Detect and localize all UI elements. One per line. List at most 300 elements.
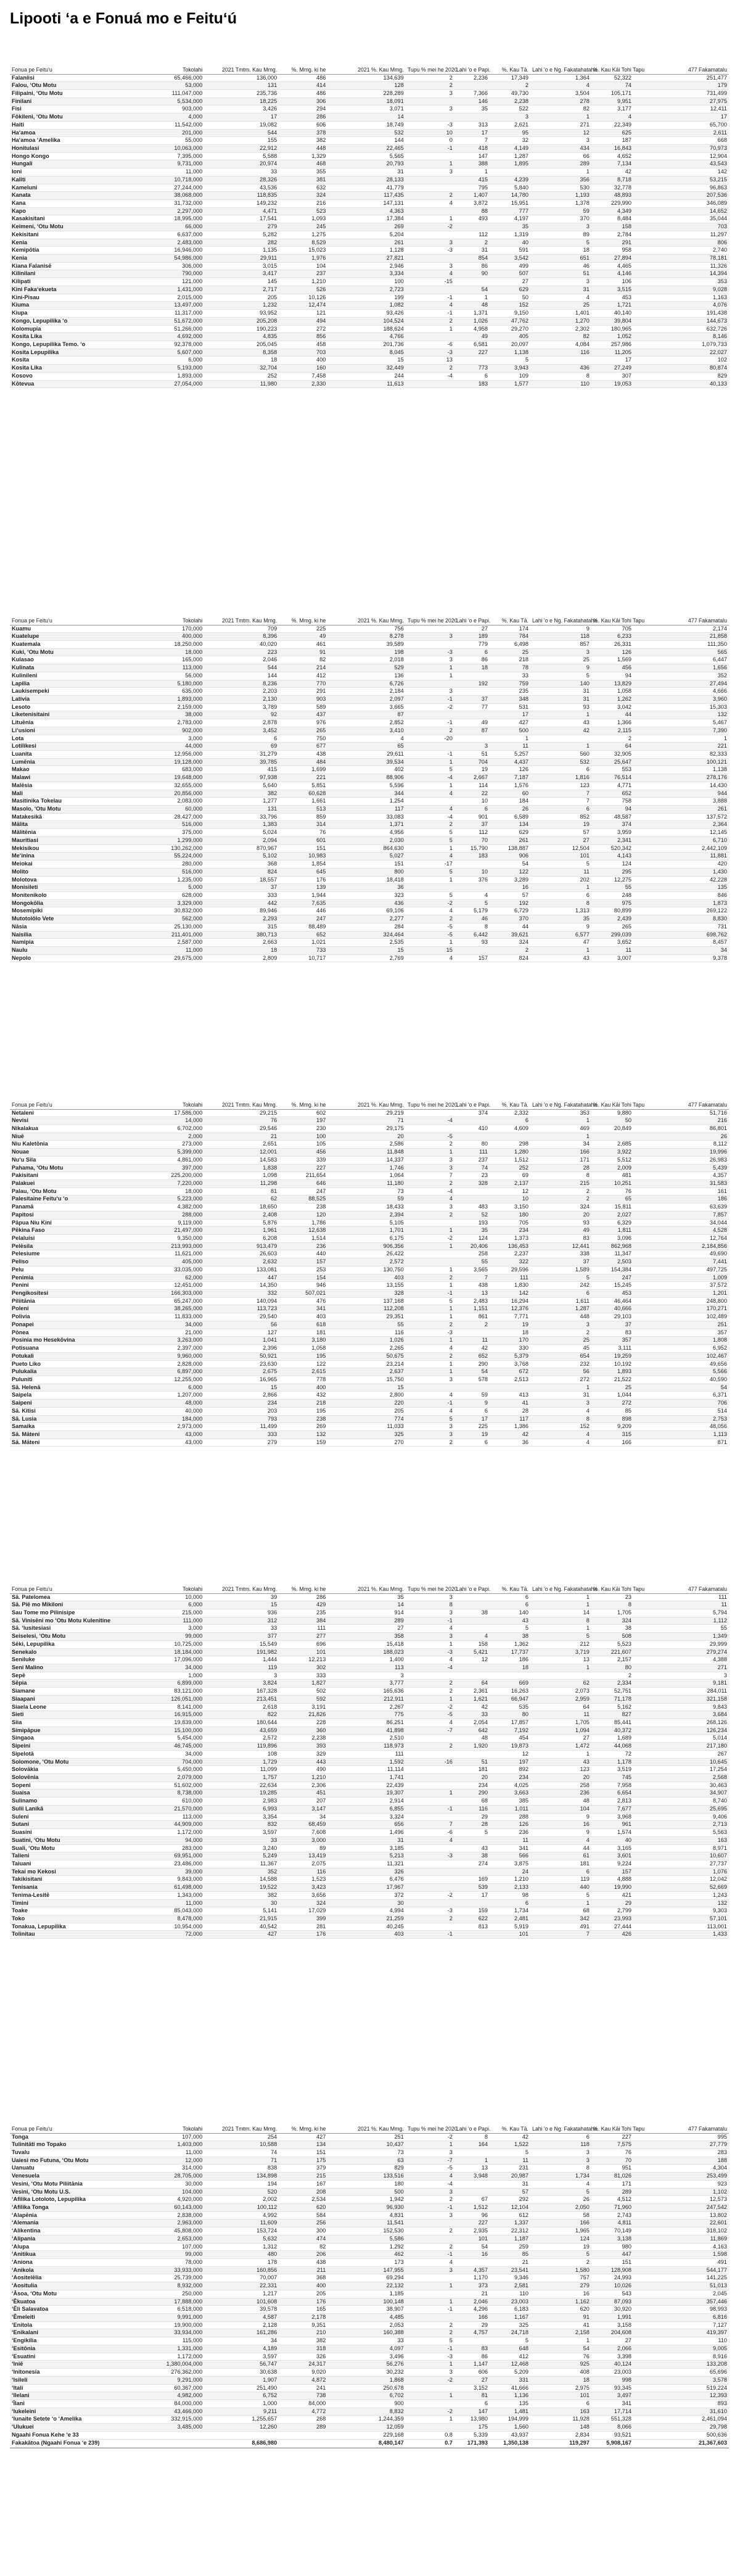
country-name-cell[interactable]: Lapilia <box>10 680 149 688</box>
country-name-cell[interactable]: Sopeni <box>10 1781 149 1790</box>
country-name-cell[interactable]: Sau Tome mo Pilinisipe <box>10 1609 149 1617</box>
country-name-cell[interactable]: Seniluke <box>10 1656 149 1664</box>
value-cell: 1 <box>530 1625 591 1633</box>
country-name-cell[interactable]: Kameluni <box>10 184 149 192</box>
value-cell: 1 <box>406 939 454 947</box>
country-name-cell[interactable]: Kuatelupe <box>10 633 149 641</box>
value-cell: 137,168 <box>327 1297 405 1305</box>
country-name-cell[interactable]: Suali, ʻOtu Motu <box>10 1844 149 1852</box>
column-header[interactable]: %. Kau Kāi Tohi Tapu <box>591 601 633 625</box>
country-name-cell[interactable]: ʻItali <box>10 2384 149 2392</box>
value-cell: 2,784 <box>591 231 633 239</box>
column-header[interactable]: Tupu % mei he 2020 <box>406 1570 454 1593</box>
country-name-cell[interactable]: Lituēnia <box>10 719 149 727</box>
country-name-cell[interactable]: ʻAlikentina <box>10 2227 149 2235</box>
country-name-cell[interactable]: Nouae <box>10 1149 149 1157</box>
value-cell: 5 <box>530 1633 591 1641</box>
country-name-cell[interactable]: Haʻamoa <box>10 129 149 137</box>
country-name-cell[interactable]: Naisilia <box>10 931 149 939</box>
value-cell: 738 <box>279 2392 327 2400</box>
country-name-cell[interactable]: Falou, ʻOtu Motu <box>10 82 149 90</box>
country-name-cell[interactable]: Palau, ʻOtu Motu <box>10 1187 149 1195</box>
country-name-cell[interactable]: Kilipati <box>10 278 149 286</box>
country-name-cell[interactable]: Luanita <box>10 751 149 759</box>
country-name-cell[interactable]: Mosemipiki <box>10 907 149 915</box>
country-name-cell[interactable]: Hungali <box>10 160 149 168</box>
country-name-cell[interactable]: Tonga <box>10 2133 149 2141</box>
value-cell: 18 <box>530 2376 591 2384</box>
country-name-cell[interactable]: Pēkina Faso <box>10 1227 149 1235</box>
country-name-cell[interactable]: Molito <box>10 868 149 876</box>
column-header[interactable]: Tupu % mei he 2020 <box>406 51 454 74</box>
country-name-cell[interactable]: Pueto Liko <box>10 1360 149 1368</box>
country-name-cell[interactable]: Mauritiasi <box>10 836 149 844</box>
country-name-cell[interactable]: Kulinileni <box>10 672 149 680</box>
column-header[interactable]: 2021 %. Kau Mmg. <box>327 51 405 74</box>
country-name-cell[interactable]: ʻAfilika Tonga <box>10 2203 149 2211</box>
column-header[interactable]: Tokolahi <box>149 1086 204 1109</box>
country-name-cell[interactable]: Tolinitau <box>10 1931 149 1939</box>
country-name-cell[interactable]: Samaika <box>10 1423 149 1431</box>
column-header[interactable]: 477 Fakamatalu <box>633 51 729 74</box>
country-name-cell[interactable]: Naulu <box>10 946 149 954</box>
country-name-cell[interactable]: Sā. Vinisēni mo ʻOtu Motu Kulenitine <box>10 1617 149 1625</box>
country-name-cell[interactable]: Kiana Falanisē <box>10 262 149 270</box>
country-name-cell[interactable]: Kōtevua <box>10 380 149 388</box>
country-name-cell[interactable]: Solomone, ʻOtu Motu <box>10 1758 149 1766</box>
country-name-cell[interactable]: Piliitānia <box>10 1297 149 1305</box>
country-name-cell[interactable]: Kasakisitani <box>10 215 149 223</box>
country-name-cell[interactable]: Pelu <box>10 1266 149 1274</box>
country-name-cell[interactable]: Kini Fakaʻekueta <box>10 286 149 294</box>
column-header[interactable]: Lahi 'o e Papi. <box>454 2110 490 2133</box>
column-header[interactable]: 2021 Tmtm. Kau Mmg. <box>204 1086 279 1109</box>
country-name-cell[interactable]: Pakisitani <box>10 1172 149 1180</box>
country-name-cell[interactable]: Hongo Kongo <box>10 152 149 160</box>
country-name-cell[interactable]: Kapo <box>10 207 149 215</box>
country-name-cell[interactable]: ʻEngikilia <box>10 2337 149 2345</box>
country-name-cell[interactable]: ʻĪlani <box>10 2400 149 2408</box>
country-name-cell[interactable]: Fōkileni, ʻOtu Motu <box>10 114 149 122</box>
country-name-cell[interactable]: Kenia <box>10 255 149 263</box>
country-name-cell[interactable]: ʻAlapēnia <box>10 2211 149 2219</box>
country-name-cell[interactable]: Uanuatu <box>10 2165 149 2173</box>
country-name-cell[interactable]: Kana <box>10 200 149 208</box>
country-name-cell[interactable]: Fisi <box>10 105 149 114</box>
column-header[interactable]: %. Kau Tā. <box>490 601 530 625</box>
country-name-cell[interactable]: ʻUlukuei <box>10 2424 149 2432</box>
country-name-cell[interactable]: Nāsia <box>10 923 149 931</box>
country-name-cell[interactable]: Honitulasi <box>10 144 149 152</box>
country-name-cell[interactable]: Kosita Lepupilika <box>10 349 149 357</box>
country-name-cell[interactable]: Tenima-Lesitē <box>10 1891 149 1899</box>
country-name-cell[interactable]: Mekisikou <box>10 844 149 852</box>
value-cell: 119 <box>204 1664 279 1672</box>
value-cell: 9,843,000 <box>149 1876 204 1884</box>
country-name-cell[interactable]: Sulinamo <box>10 1798 149 1806</box>
column-header[interactable]: %. Mmg. ki he <box>279 51 327 74</box>
country-name-cell[interactable]: Kosita Lika <box>10 365 149 373</box>
country-name-cell[interactable]: Tulinitāti mo Topako <box>10 2141 149 2149</box>
country-name-cell[interactable]: Tuvalu <box>10 2149 149 2157</box>
country-name-cell[interactable]: Tenisania <box>10 1884 149 1892</box>
country-name-cell[interactable]: Malēsia <box>10 782 149 790</box>
country-name-cell[interactable]: Penimia <box>10 1274 149 1282</box>
country-name-cell[interactable]: Toko <box>10 1915 149 1923</box>
country-name-cell[interactable]: Pulukalia <box>10 1368 149 1376</box>
column-header[interactable]: Lahi 'o e Ng. Fakatahataha <box>530 1570 591 1593</box>
country-name-cell[interactable]: Sieti <box>10 1711 149 1719</box>
country-name-cell[interactable]: Namipia <box>10 939 149 947</box>
value-cell: 4 <box>530 1439 591 1447</box>
column-header[interactable]: Fonua pe Feitu'u <box>10 601 149 625</box>
value-cell <box>406 884 454 892</box>
country-name-cell[interactable]: Meiokai <box>10 861 149 869</box>
country-name-cell[interactable]: Niuē <box>10 1133 149 1141</box>
value-cell: 188 <box>633 2157 729 2165</box>
country-name-cell[interactable]: Kiupa <box>10 310 149 318</box>
column-header[interactable]: %. Kau Kāi Tohi Tapu <box>591 51 633 74</box>
country-name-cell[interactable]: Suaisa <box>10 1790 149 1798</box>
country-name-cell[interactable]: Monitenikolo <box>10 891 149 899</box>
value-cell: -3 <box>406 247 454 255</box>
value-cell: 1,172,000 <box>149 2353 204 2361</box>
country-name-cell[interactable]: Makao <box>10 766 149 774</box>
country-name-cell[interactable]: Masolo, ʻOtu Motu <box>10 806 149 814</box>
country-name-cell[interactable]: Kiuma <box>10 302 149 310</box>
country-name-cell[interactable]: ʻAnikola <box>10 2266 149 2274</box>
country-name-cell[interactable]: Mutotolōlo Vete <box>10 915 149 923</box>
country-name-cell[interactable]: Simipāpue <box>10 1727 149 1735</box>
country-name-cell[interactable]: Peliso <box>10 1258 149 1266</box>
country-name-cell[interactable]: Sā. Māteni <box>10 1439 149 1447</box>
column-header[interactable]: Lahi 'o e Ng. Fakatahataha <box>530 51 591 74</box>
column-header[interactable]: Tokolahi <box>149 51 204 74</box>
column-header[interactable]: Tupu % mei he 2020 <box>406 2110 454 2133</box>
column-header[interactable]: %. Kau Tā. <box>490 1570 530 1593</box>
country-name-cell[interactable]: Uaiesi mo Futuna, ʻOtu Motu <box>10 2157 149 2165</box>
column-header[interactable]: %. Mmg. ki he <box>279 601 327 625</box>
column-header[interactable]: Tokolahi <box>149 1570 204 1593</box>
column-header[interactable]: 2021 %. Kau Mmg. <box>327 1086 405 1109</box>
country-name-cell[interactable]: Talieni <box>10 1852 149 1860</box>
value-cell: 3,334 <box>327 270 405 278</box>
country-name-cell[interactable]: Niu Kaletōnia <box>10 1141 149 1149</box>
country-name-cell[interactable]: Papitosi <box>10 1211 149 1219</box>
country-name-cell[interactable]: ʻAositelēlia <box>10 2274 149 2282</box>
country-name-cell[interactable]: ʻEnitola <box>10 2321 149 2329</box>
country-name-cell[interactable]: Siia <box>10 1719 149 1727</box>
column-header[interactable]: 477 Fakamatalu <box>633 601 729 625</box>
country-name-cell[interactable]: ʻAfilika Lotoloto, Lepupilika <box>10 2196 149 2204</box>
column-header[interactable]: %. Kau Tā. <box>490 51 530 74</box>
column-header[interactable]: %. Kau Tā. <box>490 1086 530 1109</box>
country-name-cell[interactable]: Kongo, Lepupilika ʻo <box>10 317 149 325</box>
country-name-cell[interactable]: Pelaluisi <box>10 1235 149 1243</box>
country-name-cell[interactable]: Kenia <box>10 239 149 247</box>
country-name-cell[interactable]: Toake <box>10 1907 149 1915</box>
country-name-cell[interactable]: Filipaini, ʻOtu Motu <box>10 89 149 97</box>
country-name-cell[interactable]: Mālita <box>10 821 149 829</box>
country-name-cell[interactable]: Senekalo <box>10 1648 149 1656</box>
country-name-cell[interactable]: ʻAniona <box>10 2259 149 2267</box>
country-name-cell[interactable]: Lativia <box>10 695 149 703</box>
value-cell: 43,000 <box>149 1430 204 1439</box>
column-header[interactable]: Fonua pe Feitu'u <box>10 2110 149 2133</box>
country-name-cell[interactable]: Potisuana <box>10 1345 149 1353</box>
column-header[interactable]: Tupu % mei he 2020 <box>406 601 454 625</box>
country-name-cell[interactable]: ʻInitonesia <box>10 2369 149 2377</box>
country-name-cell[interactable]: Sipeini <box>10 1743 149 1751</box>
country-name-cell[interactable]: Kemipōtia <box>10 247 149 255</box>
column-header[interactable]: 477 Fakamatalu <box>633 2110 729 2133</box>
table-header-row <box>10 601 729 625</box>
country-name-cell[interactable]: Masitinika Tokelau <box>10 798 149 806</box>
country-name-cell[interactable]: ʻEnikalani <box>10 2329 149 2337</box>
column-header[interactable]: 2021 %. Kau Mmg. <box>327 1570 405 1593</box>
country-name-cell[interactable]: Venesuela <box>10 2173 149 2181</box>
country-name-cell[interactable]: Potukali <box>10 1352 149 1360</box>
country-name-cell[interactable]: Panamā <box>10 1203 149 1212</box>
column-header[interactable]: Fonua pe Feitu'u <box>10 51 149 74</box>
country-name-cell[interactable]: Siaela Leone <box>10 1703 149 1711</box>
country-name-cell[interactable]: Seni Malino <box>10 1664 149 1672</box>
country-name-cell[interactable]: Vesini, ʻOtu Motu Piliitānia <box>10 2180 149 2188</box>
column-header[interactable]: %. Mmg. ki he <box>279 1086 327 1109</box>
country-name-cell[interactable]: Malawi <box>10 774 149 782</box>
value-cell: 17,586,000 <box>149 1109 204 1117</box>
country-name-cell[interactable]: Sā. Kitisi <box>10 1407 149 1415</box>
country-name-cell[interactable]: Tonakua, Lepupilika <box>10 1923 149 1931</box>
country-name-cell[interactable]: Sā. Patelomea <box>10 1593 149 1601</box>
country-name-cell[interactable]: Palakuei <box>10 1179 149 1187</box>
country-name-cell[interactable]: Vesini, ʻOtu Motu U.S. <box>10 2188 149 2196</box>
country-name-cell[interactable]: Poleni <box>10 1305 149 1313</box>
country-name-cell[interactable]: Sēki, Lepupilika <box>10 1640 149 1648</box>
value-cell: 357 <box>633 1329 729 1337</box>
value-cell: 333 <box>204 1430 279 1439</box>
column-header[interactable]: Lahi 'o e Ng. Fakatahataha <box>530 1086 591 1109</box>
country-name-cell[interactable]: Kini-Pisau <box>10 294 149 302</box>
table-row <box>10 1852 729 1860</box>
country-name-cell[interactable]: Puluniti <box>10 1376 149 1384</box>
value-cell: 62,000 <box>149 1274 204 1282</box>
value-cell: 346,089 <box>633 200 729 208</box>
column-header[interactable]: Lahi 'o e Papi. <box>454 51 490 74</box>
country-name-cell[interactable]: Nepolo <box>10 954 149 962</box>
country-name-cell[interactable]: Kosita Lika <box>10 333 149 341</box>
country-name-cell[interactable]: Sā. Lusia <box>10 1415 149 1423</box>
column-header[interactable]: Fonua pe Feitu'u <box>10 1086 149 1109</box>
column-header[interactable]: 2021 Tmtm. Kau Mmg. <box>204 2110 279 2133</box>
country-name-cell[interactable]: Molotova <box>10 876 149 884</box>
country-name-cell[interactable]: Kosovo <box>10 372 149 380</box>
country-name-cell[interactable]: Kilinilani <box>10 270 149 278</box>
column-header[interactable]: 2021 Tmtm. Kau Mmg. <box>204 51 279 74</box>
country-name-cell[interactable]: Suleni <box>10 1813 149 1821</box>
country-name-cell[interactable]: Sēpia <box>10 1680 149 1688</box>
column-header[interactable]: %. Mmg. ki he <box>279 2110 327 2133</box>
country-name-cell[interactable]: Nuʻu Sila <box>10 1156 149 1164</box>
column-header[interactable]: Lahi 'o e Ng. Fakatahataha <box>530 2110 591 2133</box>
country-name-cell[interactable]: Ngaahi Fonua Kehe ʻe 33 <box>10 2431 149 2439</box>
country-name-cell[interactable]: Mālitēnia <box>10 829 149 837</box>
column-header[interactable]: Lahi 'o e Papi. <box>454 1086 490 1109</box>
column-header[interactable]: Lahi 'o e Papi. <box>454 601 490 625</box>
country-name-cell[interactable]: Kosita <box>10 357 149 365</box>
country-name-cell[interactable]: Lota <box>10 735 149 743</box>
country-name-cell[interactable]: Siamane <box>10 1688 149 1696</box>
country-name-cell[interactable]: Falaniisi <box>10 74 149 82</box>
value-cell: 3,663 <box>490 1790 530 1798</box>
country-name-cell[interactable]: Solovēnia <box>10 1774 149 1782</box>
column-header[interactable]: 2021 Tmtm. Kau Mmg. <box>204 601 279 625</box>
country-name-cell[interactable]: ʻĒkuatoa <box>10 2298 149 2306</box>
country-name-cell[interactable]: Meʻinina <box>10 852 149 861</box>
column-header[interactable]: %. Kau Kāi Tohi Tapu <box>591 1086 633 1109</box>
country-name-cell[interactable]: Kuki, ʻOtu Motu <box>10 648 149 656</box>
value-cell: 39,589 <box>327 640 405 648</box>
country-name-cell[interactable]: Tekai mo Kekosi <box>10 1868 149 1876</box>
country-name-cell[interactable]: Taiuani <box>10 1860 149 1868</box>
country-name-cell[interactable]: Seiselesi, ʻOtu Motu <box>10 1633 149 1641</box>
country-name-cell[interactable]: Sā. Māteni <box>10 1430 149 1439</box>
country-name-cell[interactable]: Mali <box>10 790 149 798</box>
country-name-cell[interactable]: Penini <box>10 1282 149 1290</box>
country-name-cell[interactable]: Ioni <box>10 168 149 176</box>
column-header[interactable]: 2021 %. Kau Mmg. <box>327 601 405 625</box>
country-name-cell[interactable]: Lumēnia <box>10 758 149 766</box>
country-name-cell[interactable]: Kuatemala <box>10 640 149 648</box>
country-name-cell[interactable]: Lotilikesi <box>10 743 149 751</box>
country-name-cell[interactable]: Suasini <box>10 1829 149 1837</box>
country-name-cell[interactable]: Polivia <box>10 1313 149 1321</box>
country-name-cell[interactable]: Liʻusioni <box>10 727 149 735</box>
country-name-cell[interactable]: ʻĒli Salavatoa <box>10 2306 149 2314</box>
country-name-cell[interactable]: Mongokōlia <box>10 899 149 907</box>
country-name-cell[interactable]: Keimeni, ʻOtu Motu <box>10 223 149 231</box>
country-name-cell[interactable]: Timini <box>10 1899 149 1907</box>
country-name-cell[interactable]: ʻAnitikua <box>10 2251 149 2259</box>
value-cell: 20 <box>454 1774 490 1782</box>
country-name-cell[interactable]: Pengikositesi <box>10 1290 149 1298</box>
country-name-cell[interactable]: Kongo, Lepupilika Temo. ʻo <box>10 341 149 349</box>
table-row <box>10 278 729 286</box>
country-name-cell[interactable]: ʻĀsoa, ʻOtu Motu <box>10 2290 149 2298</box>
country-name-cell[interactable]: Kolomupia <box>10 325 149 333</box>
value-cell: 1,893 <box>591 1368 633 1376</box>
value-cell: 5 <box>490 1625 530 1633</box>
country-name-cell[interactable]: Sutani <box>10 1821 149 1829</box>
country-name-cell[interactable]: Matakesikā <box>10 813 149 821</box>
country-name-cell[interactable]: Netaleni <box>10 1109 149 1117</box>
column-header[interactable]: Fonua pe Feitu'u <box>10 1570 149 1593</box>
value-cell: 5,014 <box>633 1735 729 1743</box>
country-name-cell[interactable]: Posinia mo Hesekōvina <box>10 1337 149 1345</box>
country-name-cell[interactable]: Pōnea <box>10 1329 149 1337</box>
country-name-cell[interactable]: ʻIsileli <box>10 2376 149 2384</box>
country-name-cell[interactable]: Laukisempeki <box>10 688 149 696</box>
value-cell: 97,938 <box>204 774 279 782</box>
country-name-cell[interactable]: Sipelotā <box>10 1750 149 1758</box>
column-header[interactable]: Tokolahi <box>149 2110 204 2133</box>
column-header[interactable]: Tupu % mei he 2020 <box>406 1086 454 1109</box>
country-name-cell[interactable]: Pelēsila <box>10 1242 149 1250</box>
country-name-cell[interactable]: ʻIunaite Setete ʻo ʻAmelika <box>10 2416 149 2424</box>
country-name-cell[interactable]: Nevisi <box>10 1117 149 1125</box>
country-name-cell[interactable]: ʻAlemania <box>10 2219 149 2227</box>
value-cell: -4 <box>406 1664 454 1672</box>
country-name-cell[interactable]: Finilani <box>10 97 149 105</box>
country-name-cell[interactable]: Pāpua Niu Kini <box>10 1219 149 1227</box>
country-name-cell[interactable]: Singaoa <box>10 1735 149 1743</box>
column-header[interactable]: 477 Fakamatalu <box>633 1570 729 1593</box>
country-name-cell[interactable]: Kulinata <box>10 664 149 672</box>
value-cell: 101 <box>490 1931 530 1939</box>
country-name-cell[interactable]: Takikisitani <box>10 1876 149 1884</box>
country-name-cell[interactable]: ʻAlupa <box>10 2243 149 2251</box>
country-name-cell[interactable]: Sā. ʻIusitesiasi <box>10 1625 149 1633</box>
table-row <box>10 2203 729 2211</box>
country-name-cell[interactable]: Kaliti <box>10 176 149 184</box>
column-header[interactable]: 2021 Tmtm. Kau Mmg. <box>204 1570 279 1593</box>
country-name-cell[interactable]: Haʻamoa ʻAmelika <box>10 137 149 145</box>
country-name-cell[interactable]: Solovākia <box>10 1766 149 1774</box>
country-name-cell[interactable]: Siaapani <box>10 1695 149 1703</box>
country-name-cell[interactable]: Nikalakua <box>10 1125 149 1133</box>
country-name-cell[interactable]: Lesoto <box>10 703 149 711</box>
country-name-cell[interactable]: Kekisitani <box>10 231 149 239</box>
column-header[interactable]: %. Kau Kāi Tohi Tapu <box>591 1570 633 1593</box>
column-header[interactable]: Lahi 'o e Papi. <box>454 1570 490 1593</box>
country-name-cell[interactable]: Kuamu <box>10 625 149 633</box>
country-name-cell[interactable]: Kulasao <box>10 656 149 664</box>
country-name-cell[interactable]: ʻIlelani <box>10 2392 149 2400</box>
country-name-cell[interactable]: Saipeni <box>10 1400 149 1408</box>
country-name-cell[interactable]: Haiti <box>10 121 149 129</box>
country-name-cell[interactable]: Pelesiume <box>10 1250 149 1258</box>
country-name-cell[interactable]: ʻEsitōnia <box>10 2345 149 2353</box>
country-name-cell[interactable]: Ponapei <box>10 1321 149 1329</box>
country-name-cell[interactable]: Kanata <box>10 192 149 200</box>
country-name-cell[interactable]: Sā. Helenā <box>10 1384 149 1392</box>
country-name-cell[interactable]: ʻAositulia <box>10 2282 149 2290</box>
country-name-cell[interactable]: Suatini, ʻOtu Motu <box>10 1836 149 1844</box>
country-name-cell[interactable]: Sulii Lanikā <box>10 1805 149 1813</box>
country-name-cell[interactable]: Pahama, ʻOtu Motu <box>10 1164 149 1172</box>
country-name-cell[interactable]: ʻIniē <box>10 2361 149 2369</box>
country-name-cell[interactable]: Liketenisitaini <box>10 711 149 719</box>
column-header[interactable]: %. Mmg. ki he <box>279 1570 327 1593</box>
country-name-cell[interactable]: ʻĒmeleiti <box>10 2314 149 2322</box>
country-name-cell[interactable]: ʻIukeleini <box>10 2408 149 2416</box>
country-name-cell[interactable]: ʻAlipania <box>10 2235 149 2243</box>
country-name-cell[interactable]: ʻEsuatini <box>10 2353 149 2361</box>
country-name-cell[interactable]: Sepē <box>10 1672 149 1680</box>
country-name-cell[interactable]: Saipela <box>10 1392 149 1400</box>
column-header[interactable]: 2021 %. Kau Mmg. <box>327 2110 405 2133</box>
column-header[interactable]: 477 Fakamatalu <box>633 1086 729 1109</box>
column-header[interactable]: Tokolahi <box>149 601 204 625</box>
column-header[interactable]: %. Kau Tā. <box>490 2110 530 2133</box>
value-cell: 11,000 <box>149 946 204 954</box>
column-header[interactable]: Lahi 'o e Ng. Fakatahataha <box>530 601 591 625</box>
country-name-cell[interactable]: Monisileti <box>10 884 149 892</box>
country-name-cell[interactable]: Palesitaine Feituʻu ʻo <box>10 1195 149 1203</box>
country-name-cell[interactable]: Sā. Piē mo Mikiloni <box>10 1601 149 1609</box>
column-header[interactable]: %. Kau Kāi Tohi Tapu <box>591 2110 633 2133</box>
value-cell: 22,912 <box>204 144 279 152</box>
